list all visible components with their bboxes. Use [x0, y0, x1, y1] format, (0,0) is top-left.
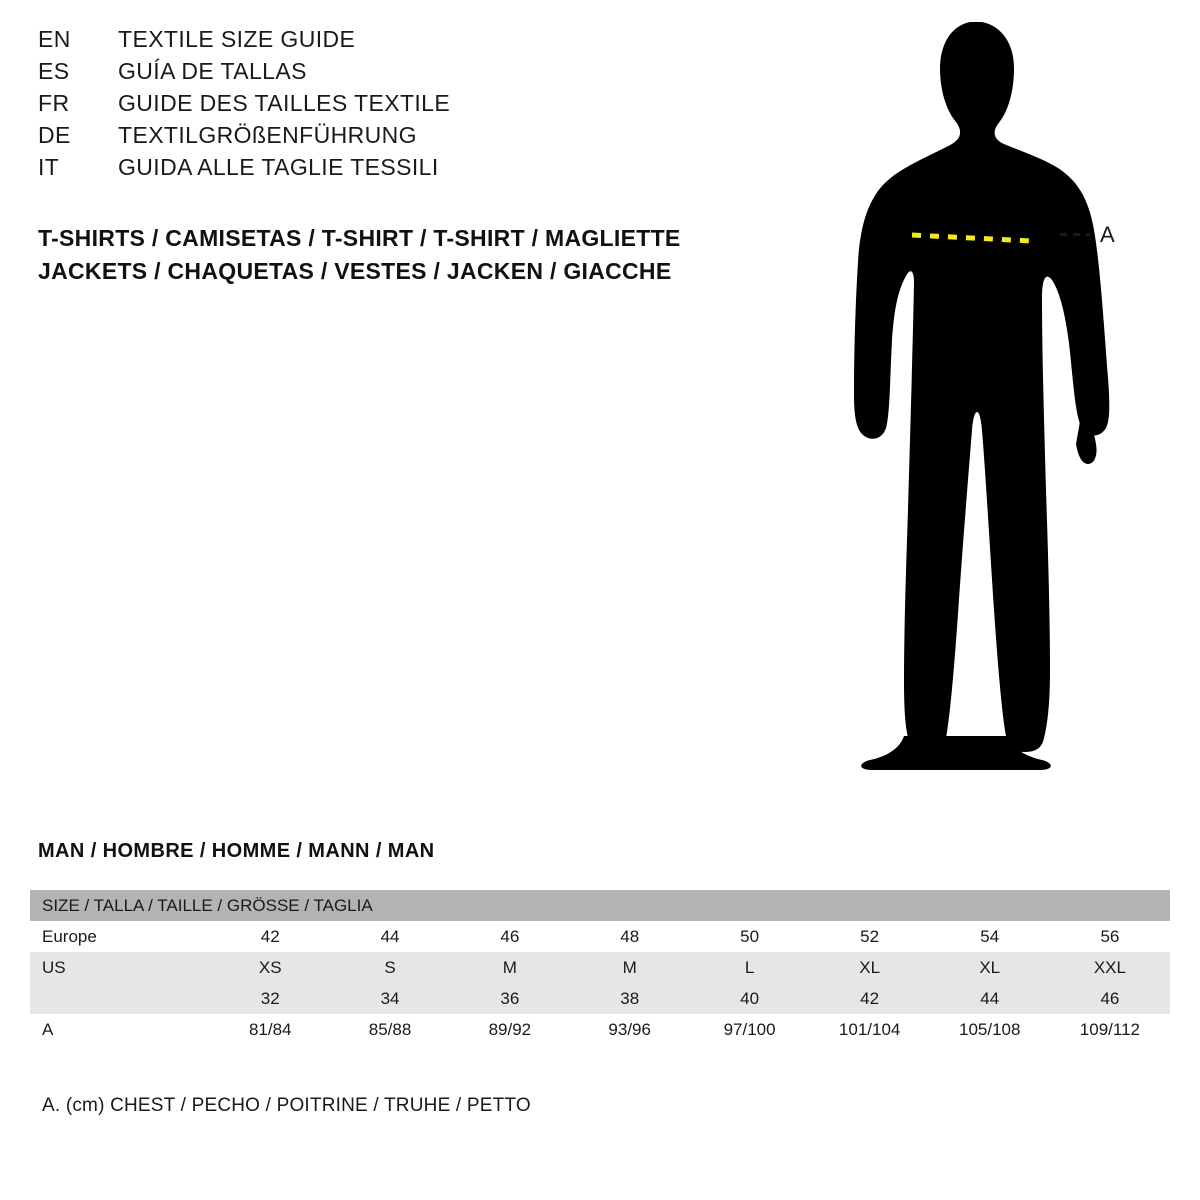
language-code-de: DE [38, 122, 71, 148]
measure-leader-line [1060, 233, 1090, 236]
cell-europe-3: 48 [570, 921, 690, 952]
size-table [30, 890, 1170, 1045]
cell-numeric-2: 36 [450, 983, 570, 1014]
garment-type-block [38, 222, 681, 288]
language-text-es: GUÍA DE TALLAS [118, 58, 307, 84]
language-code-it: IT [38, 154, 60, 180]
language-text-it: GUIDA ALLE TAGLIE TESSILI [118, 154, 439, 180]
language-code-es: ES [38, 58, 70, 84]
cell-numeric-3: 38 [570, 983, 690, 1014]
cell-a-6: 105/108 [930, 1014, 1050, 1045]
cell-europe-1: 44 [330, 921, 450, 952]
cell-us-2: M [450, 952, 570, 983]
cell-numeric-7: 46 [1050, 983, 1170, 1014]
cell-europe-0: 42 [210, 921, 330, 952]
silhouette-icon [820, 10, 1180, 800]
cell-europe-4: 50 [690, 921, 810, 952]
cell-us-4: L [690, 952, 810, 983]
cell-us-3: M [570, 952, 690, 983]
cell-europe-6: 54 [930, 921, 1050, 952]
cell-europe-7: 56 [1050, 921, 1170, 952]
cell-us-7: XXL [1050, 952, 1170, 983]
table-header-row [30, 890, 1170, 921]
table-row [30, 983, 1170, 1014]
cell-a-1: 85/88 [330, 1014, 450, 1045]
cell-a-2: 89/92 [450, 1014, 570, 1045]
language-row-en [38, 26, 738, 58]
row-label-a: A [30, 1014, 210, 1045]
language-row-es [38, 58, 738, 90]
cell-us-5: XL [810, 952, 930, 983]
row-label-europe: Europe [30, 921, 210, 952]
language-row-it [38, 154, 738, 186]
cell-numeric-0: 32 [210, 983, 330, 1014]
cell-europe-2: 46 [450, 921, 570, 952]
language-row-fr [38, 90, 738, 122]
cell-numeric-1: 34 [330, 983, 450, 1014]
language-text-en: TEXTILE SIZE GUIDE [118, 26, 356, 52]
language-code-fr: FR [38, 90, 70, 116]
table-row [30, 1014, 1170, 1045]
language-row-de [38, 122, 738, 154]
table-footnote: A. (cm) CHEST / PECHO / POITRINE / TRUHE / PETTO [42, 1095, 531, 1116]
language-text-fr: GUIDE DES TAILLES TEXTILE [118, 90, 451, 116]
cell-numeric-4: 40 [690, 983, 810, 1014]
table-row [30, 921, 1170, 952]
cell-us-0: XS [210, 952, 330, 983]
table-row [30, 952, 1170, 983]
garment-line-tshirts: T-SHIRTS / CAMISETAS / T-SHIRT / T-SHIRT / MAGLIETTE [38, 225, 681, 251]
cell-a-0: 81/84 [210, 1014, 330, 1045]
cell-numeric-5: 42 [810, 983, 930, 1014]
language-header-block [38, 26, 738, 186]
measure-label-a: A [1100, 222, 1115, 247]
row-label-numeric [30, 983, 210, 1014]
cell-a-7: 109/112 [1050, 1014, 1170, 1045]
cell-a-3: 93/96 [570, 1014, 690, 1045]
body-silhouette-figure [820, 10, 1180, 800]
row-label-us: US [30, 952, 210, 983]
cell-numeric-6: 44 [930, 983, 1050, 1014]
language-code-en: EN [38, 26, 71, 52]
cell-a-5: 101/104 [810, 1014, 930, 1045]
section-title-man: MAN / HOMBRE / HOMME / MANN / MAN [38, 840, 435, 862]
cell-us-1: S [330, 952, 450, 983]
cell-a-4: 97/100 [690, 1014, 810, 1045]
cell-europe-5: 52 [810, 921, 930, 952]
table-header-title: SIZE / TALLA / TAILLE / GRÖSSE / TAGLIA [30, 890, 1170, 921]
cell-us-6: XL [930, 952, 1050, 983]
garment-line-jackets: JACKETS / CHAQUETAS / VESTES / JACKEN / GIACCHE [38, 258, 672, 284]
language-text-de: TEXTILGRÖßENFÜHRUNG [118, 122, 417, 148]
